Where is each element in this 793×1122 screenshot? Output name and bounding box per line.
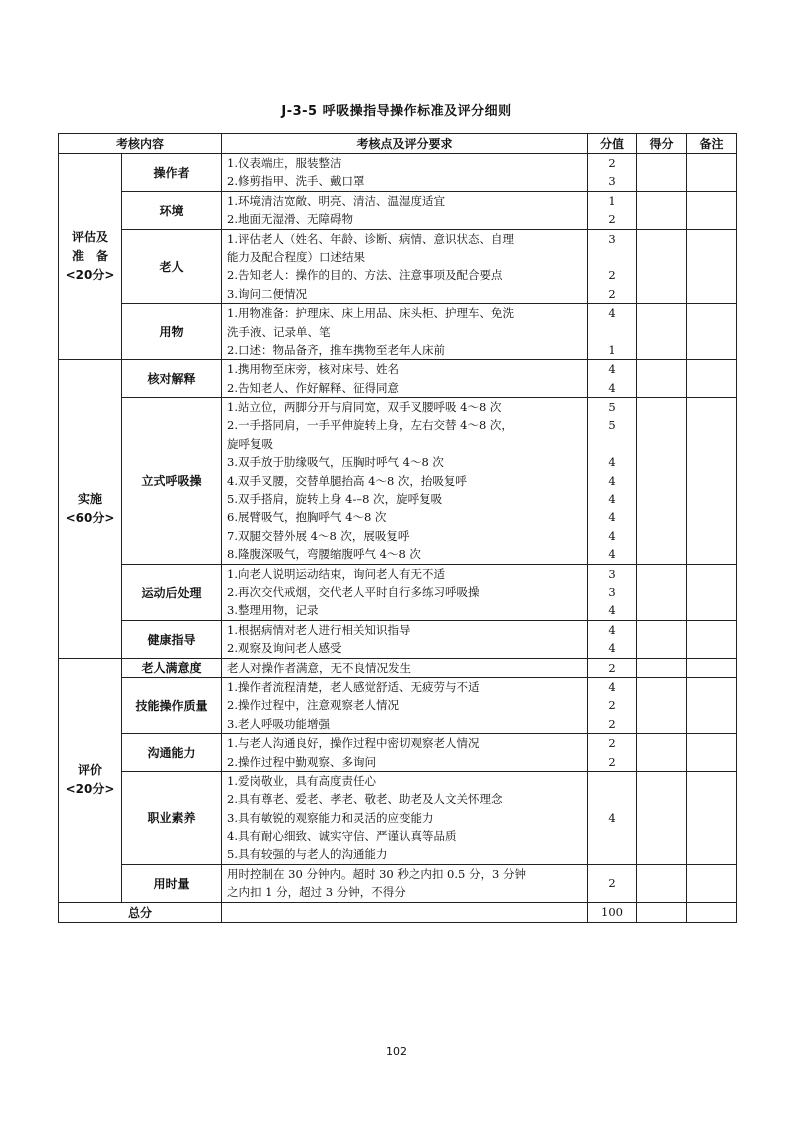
obtained-cell[interactable]: [637, 360, 687, 398]
table-row: [59, 734, 737, 772]
item-scores: 2: [588, 658, 637, 677]
total-label: 总分: [59, 902, 222, 922]
obtained-cell[interactable]: [637, 154, 687, 192]
table-row: [59, 677, 737, 733]
item-scores: 2: [588, 864, 637, 902]
item-name: 用时量: [122, 864, 222, 902]
item-name: 用物: [122, 304, 222, 360]
item-name: 老人满意度: [122, 658, 222, 677]
remarks-cell[interactable]: [687, 902, 737, 922]
remarks-cell[interactable]: [687, 620, 737, 658]
item-scores: 4 2 2: [588, 677, 637, 733]
remarks-cell[interactable]: [687, 864, 737, 902]
item-scores: 2 3: [588, 154, 637, 192]
total-empty: [222, 902, 588, 922]
table-row: [59, 304, 737, 360]
obtained-cell[interactable]: [637, 564, 687, 620]
item-requirements: 1.根据病情对老人进行相关知识指导 2.观察及询问老人感受: [222, 620, 588, 658]
obtained-cell[interactable]: [637, 620, 687, 658]
table-row: [59, 564, 737, 620]
item-requirements: 1.爱岗敬业，具有高度责任心 2.具有尊老、爱老、孝老、敬老、助老及人文关怀理念 3.具有敏锐的观察能力和灵活的应变能力 4.具有耐心细致、诚实守信、严谨认真等品质 5.具有较强的与老人的沟通能力: [222, 771, 588, 864]
obtained-cell[interactable]: [637, 229, 687, 304]
obtained-cell[interactable]: [637, 864, 687, 902]
scoring-table: [58, 133, 737, 923]
category-implementation: 实施 <60分>: [59, 360, 122, 658]
remarks-cell[interactable]: [687, 360, 737, 398]
item-name: 老人: [122, 229, 222, 304]
table-row: [59, 154, 737, 192]
category-assessment: 评估及 准 备 <20分>: [59, 154, 122, 360]
obtained-cell[interactable]: [637, 658, 687, 677]
item-scores: 2 2: [588, 734, 637, 772]
item-name: 核对解释: [122, 360, 222, 398]
total-row: [59, 902, 737, 922]
obtained-cell[interactable]: [637, 677, 687, 733]
item-name: 职业素养: [122, 771, 222, 864]
table-header-row: [59, 134, 737, 154]
table-row: [59, 658, 737, 677]
obtained-cell[interactable]: [637, 902, 687, 922]
remarks-cell[interactable]: [687, 191, 737, 229]
remarks-cell[interactable]: [687, 564, 737, 620]
item-requirements: 1.向老人说明运动结束，询问老人有无不适 2.再次交代戒烟，交代老人平时自行多练习呼吸操 3.整理用物，记录: [222, 564, 588, 620]
header-content: 考核内容: [59, 134, 222, 154]
obtained-cell[interactable]: [637, 304, 687, 360]
header-requirements: 考核点及评分要求: [222, 134, 588, 154]
table-row: [59, 360, 737, 398]
item-name: 运动后处理: [122, 564, 222, 620]
item-requirements: 1.操作者流程清楚，老人感觉舒适、无疲劳与不适 2.操作过程中，注意观察老人情况 3.老人呼吸功能增强: [222, 677, 588, 733]
table-row: [59, 229, 737, 304]
item-scores: 3 2 2: [588, 229, 637, 304]
item-requirements: 1.站立位，两脚分开与肩同宽，双手叉腰呼吸 4～8 次 2.一手搭同肩，一手平伸旋转上身，左右交替 4～8 次， 旋呼复吸 3.双手放于肋缘吸气，压胸时呼气 4～8 次 4.双手叉腰，交替单腿抬高 4～8 次，抬吸复呼 5.双手搭肩，旋转上身 4-–8 次，旋呼复吸 6.展臂吸气，抱胸呼气 4～8 次 7.双腿交替外展 4～8 次，展吸复呼 8.隆腹深吸气，弯腰缩腹呼气 4～8 次: [222, 398, 588, 565]
item-name: 环境: [122, 191, 222, 229]
remarks-cell[interactable]: [687, 398, 737, 565]
item-scores: 1 2: [588, 191, 637, 229]
item-name: 健康指导: [122, 620, 222, 658]
remarks-cell[interactable]: [687, 734, 737, 772]
item-requirements: 用时控制在 30 分钟内。超时 30 秒之内扣 0.5 分，3 分钟 之内扣 1 分，超过 3 分钟，不得分: [222, 864, 588, 902]
item-name: 技能操作质量: [122, 677, 222, 733]
item-requirements: 1.环境清洁宽敞、明亮、清洁、温湿度适宜 2.地面无湿滑、无障碍物: [222, 191, 588, 229]
page-number: 102: [386, 1045, 407, 1058]
remarks-cell[interactable]: [687, 229, 737, 304]
item-requirements: 1.用物准备：护理床、床上用品、床头柜、护理车、免洗 洗手液、记录单、笔 2.口述：物品备齐，推车携物至老年人床前: [222, 304, 588, 360]
table-row: [59, 191, 737, 229]
item-scores: 4: [588, 771, 637, 864]
item-scores: 4 4: [588, 360, 637, 398]
item-scores: 5 5 4 4 4 4 4 4: [588, 398, 637, 565]
item-name: 操作者: [122, 154, 222, 192]
total-score: 100: [588, 902, 637, 922]
item-requirements: 1.评估老人（姓名、年龄、诊断、病情、意识状态、自理 能力及配合程度）口述结果 2.告知老人：操作的目的、方法、注意事项及配合要点 3.询问二便情况: [222, 229, 588, 304]
item-requirements: 老人对操作者满意，无不良情况发生: [222, 658, 588, 677]
remarks-cell[interactable]: [687, 771, 737, 864]
item-name: 立式呼吸操: [122, 398, 222, 565]
table-row: [59, 771, 737, 864]
obtained-cell[interactable]: [637, 191, 687, 229]
remarks-cell[interactable]: [687, 658, 737, 677]
header-obtained: 得分: [637, 134, 687, 154]
table-row: [59, 864, 737, 902]
remarks-cell[interactable]: [687, 677, 737, 733]
category-evaluation: 评价 <20分>: [59, 658, 122, 902]
obtained-cell[interactable]: [637, 398, 687, 565]
item-name: 沟通能力: [122, 734, 222, 772]
header-remarks: 备注: [687, 134, 737, 154]
table-row: [59, 620, 737, 658]
item-requirements: 1.与老人沟通良好，操作过程中密切观察老人情况 2.操作过程中勤观察、多询问: [222, 734, 588, 772]
table-row: [59, 398, 737, 565]
header-score: 分值: [588, 134, 637, 154]
item-scores: 4 4: [588, 620, 637, 658]
item-scores: 4 1: [588, 304, 637, 360]
item-scores: 3 3 4: [588, 564, 637, 620]
page-title: J-3-5 呼吸操指导操作标准及评分细则: [281, 104, 512, 119]
item-requirements: 1.仪表端庄，服装整洁 2.修剪指甲、洗手、戴口罩: [222, 154, 588, 192]
obtained-cell[interactable]: [637, 734, 687, 772]
item-requirements: 1.携用物至床旁，核对床号、姓名 2.告知老人、作好解释、征得同意: [222, 360, 588, 398]
remarks-cell[interactable]: [687, 304, 737, 360]
obtained-cell[interactable]: [637, 771, 687, 864]
remarks-cell[interactable]: [687, 154, 737, 192]
